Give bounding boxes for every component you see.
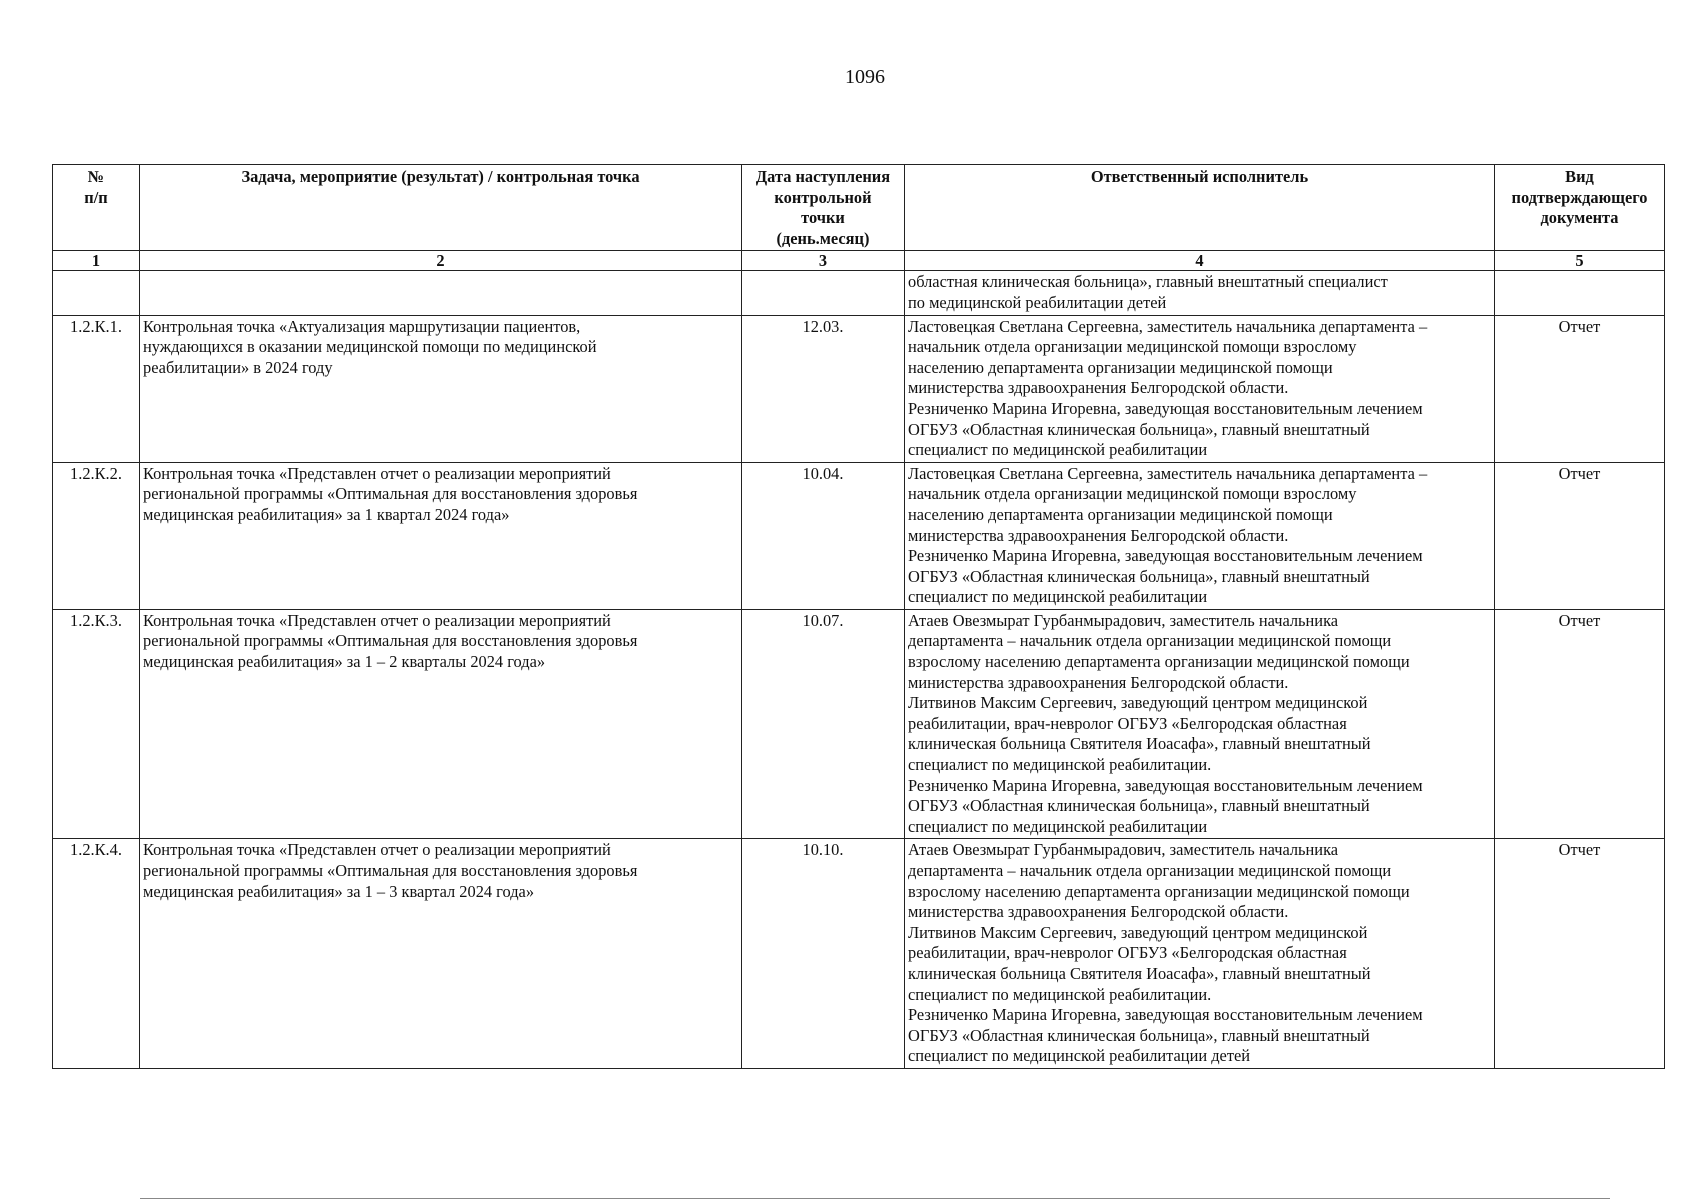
executor-cell <box>905 271 1495 315</box>
table-row <box>53 839 1665 1069</box>
page-number: 1096 <box>845 66 885 88</box>
date-cell: 12.03. <box>742 315 905 462</box>
executor-line: населению департамента организации медицинской помощи <box>908 504 1333 524</box>
document-type-cell: Отчет <box>1495 315 1665 462</box>
task-line: Контрольная точка «Актуализация маршрутизации пациентов, <box>143 316 581 336</box>
header-line: Дата наступления <box>755 167 891 186</box>
task-line: медицинская реабилитация» за 1 – 2 кварталы 2024 года» <box>143 652 546 672</box>
executor-line: ОГБУЗ «Областная клиническая больница», главный внештатный <box>908 566 1370 586</box>
task-line: Контрольная точка «Представлен отчет о реализации мероприятий <box>143 463 611 483</box>
executor-line: специалист по медицинской реабилитации <box>908 440 1208 460</box>
task-line: нуждающихся в оказании медицинской помощи по медицинской <box>143 337 597 357</box>
task-cell <box>140 839 742 1069</box>
executor-line: Резниченко Марина Игоревна, заведующая восстановительным лечением <box>908 398 1423 418</box>
task-cell <box>140 315 742 462</box>
task-line: Контрольная точка «Представлен отчет о реализации мероприятий <box>143 610 611 630</box>
column-number-row <box>53 251 1665 271</box>
executor-line: министерства здравоохранения Белгородской области. <box>908 902 1289 922</box>
task-line: региональной программы «Оптимальная для восстановления здоровья <box>143 484 638 504</box>
header-line: подтверждающего <box>1511 187 1648 207</box>
executor-line: специалист по медицинской реабилитации <box>908 587 1208 607</box>
executor-line: министерства здравоохранения Белгородской области. <box>908 378 1289 398</box>
header-line: Задача, мероприятие (результат) / контрольная точка <box>241 167 640 186</box>
row-number-cell: 1.2.К.2. <box>53 462 140 609</box>
date-cell: 10.07. <box>742 609 905 839</box>
executor-line: Ластовецкая Светлана Сергеевна, заместитель начальника департамента – <box>908 316 1428 336</box>
task-line: медицинская реабилитация» за 1 – 3 квартал 2024 года» <box>143 881 535 901</box>
executor-line: Резниченко Марина Игоревна, заведующая восстановительным лечением <box>908 775 1423 795</box>
executor-line: ОГБУЗ «Областная клиническая больница», главный внештатный <box>908 419 1370 439</box>
task-cell <box>140 462 742 609</box>
document-type-cell: Отчет <box>1495 609 1665 839</box>
executor-line: взрослому населению департамента организации медицинской помощи <box>908 881 1410 901</box>
executor-line: ОГБУЗ «Областная клиническая больница», главный внештатный <box>908 796 1370 816</box>
date-cell: 10.10. <box>742 839 905 1069</box>
executor-cell <box>905 462 1495 609</box>
executor-line: Атаев Овезмырат Гурбанмырадович, заместитель начальника <box>908 840 1339 860</box>
row-number-cell: 1.2.К.4. <box>53 839 140 1069</box>
column-number: 1 <box>53 251 140 271</box>
table-body <box>53 271 1665 1069</box>
table-row <box>53 462 1665 609</box>
column-number: 3 <box>742 251 905 271</box>
executor-line: Резниченко Марина Игоревна, заведующая восстановительным лечением <box>908 1005 1423 1025</box>
date-cell <box>742 271 905 315</box>
executor-line: Литвинов Максим Сергеевич, заведующий центром медицинской <box>908 922 1368 942</box>
executor-line: Резниченко Марина Игоревна, заведующая восстановительным лечением <box>908 546 1423 566</box>
executor-cell <box>905 315 1495 462</box>
executor-line: областная клиническая больница», главный внештатный специалист <box>908 272 1388 292</box>
executor-line: департамента – начальник отдела организации медицинской помощи <box>908 861 1392 880</box>
header-line: контрольной <box>774 187 872 207</box>
executor-line: клиническая больница Святителя Иоасафа», главный внештатный <box>908 963 1371 983</box>
executor-line: министерства здравоохранения Белгородской области. <box>908 525 1289 545</box>
executor-line: клиническая больница Святителя Иоасафа», главный внештатный <box>908 734 1371 754</box>
document-type-cell: Отчет <box>1495 462 1665 609</box>
date-cell: 10.04. <box>742 462 905 609</box>
executor-line: начальник отдела организации медицинской помощи взрослому <box>908 337 1357 357</box>
header-line: п/п <box>84 187 108 207</box>
executor-line: населению департамента организации медицинской помощи <box>908 357 1333 377</box>
executor-line: департамента – начальник отдела организации медицинской помощи <box>908 631 1392 651</box>
header-line: Вид <box>1565 167 1594 186</box>
column-number: 5 <box>1495 251 1665 271</box>
executor-line: специалист по медицинской реабилитации. <box>908 984 1212 1004</box>
control-points-table <box>52 164 1665 1069</box>
executor-line: специалист по медицинской реабилитации <box>908 816 1208 836</box>
row-number-cell: 1.2.К.1. <box>53 315 140 462</box>
executor-line: Литвинов Максим Сергеевич, заведующий центром медицинской <box>908 693 1368 713</box>
executor-line: реабилитации, врач-невролог ОГБУЗ «Белгородская областная <box>908 943 1347 963</box>
column-number: 2 <box>140 251 742 271</box>
executor-line: реабилитации, врач-невролог ОГБУЗ «Белгородская областная <box>908 713 1347 733</box>
header-line: (день.месяц) <box>776 228 870 248</box>
table-row <box>53 271 1665 315</box>
header-line: документа <box>1540 208 1619 228</box>
table-row <box>53 315 1665 462</box>
executor-line: ОГБУЗ «Областная клиническая больница», главный внештатный <box>908 1025 1370 1045</box>
header-number <box>53 165 140 251</box>
task-line: реабилитации» в 2024 году <box>143 357 333 377</box>
row-number-cell: 1.2.К.3. <box>53 609 140 839</box>
task-line: региональной программы «Оптимальная для восстановления здоровья <box>143 631 638 651</box>
task-line: медицинская реабилитация» за 1 квартал 2024 года» <box>143 504 510 524</box>
task-line: Контрольная точка «Представлен отчет о реализации мероприятий <box>143 840 611 860</box>
task-line: региональной программы «Оптимальная для восстановления здоровья <box>143 861 638 880</box>
table-row <box>53 609 1665 839</box>
header-line: Ответственный исполнитель <box>1090 167 1309 186</box>
header-row <box>53 165 1665 251</box>
executor-line: взрослому населению департамента организации медицинской помощи <box>908 652 1410 672</box>
executor-line: начальник отдела организации медицинской помощи взрослому <box>908 484 1357 504</box>
task-cell <box>140 609 742 839</box>
executor-line: министерства здравоохранения Белгородской области. <box>908 672 1289 692</box>
executor-cell <box>905 839 1495 1069</box>
document-type-cell: Отчет <box>1495 839 1665 1069</box>
row-number-cell <box>53 271 140 315</box>
bottom-rule <box>140 1198 1610 1199</box>
header-executor <box>905 165 1495 251</box>
executor-line: Ластовецкая Светлана Сергеевна, заместитель начальника департамента – <box>908 463 1428 483</box>
header-date <box>742 165 905 251</box>
header-line: № <box>87 167 105 186</box>
executor-line: специалист по медицинской реабилитации. <box>908 755 1212 775</box>
executor-line: специалист по медицинской реабилитации детей <box>908 1046 1251 1066</box>
task-cell <box>140 271 742 315</box>
header-document <box>1495 165 1665 251</box>
header-line: точки <box>801 208 845 228</box>
header-task <box>140 165 742 251</box>
column-number: 4 <box>905 251 1495 271</box>
document-type-cell <box>1495 271 1665 315</box>
executor-cell <box>905 609 1495 839</box>
executor-line: Атаев Овезмырат Гурбанмырадович, заместитель начальника <box>908 610 1339 630</box>
executor-line: по медицинской реабилитации детей <box>908 292 1167 312</box>
